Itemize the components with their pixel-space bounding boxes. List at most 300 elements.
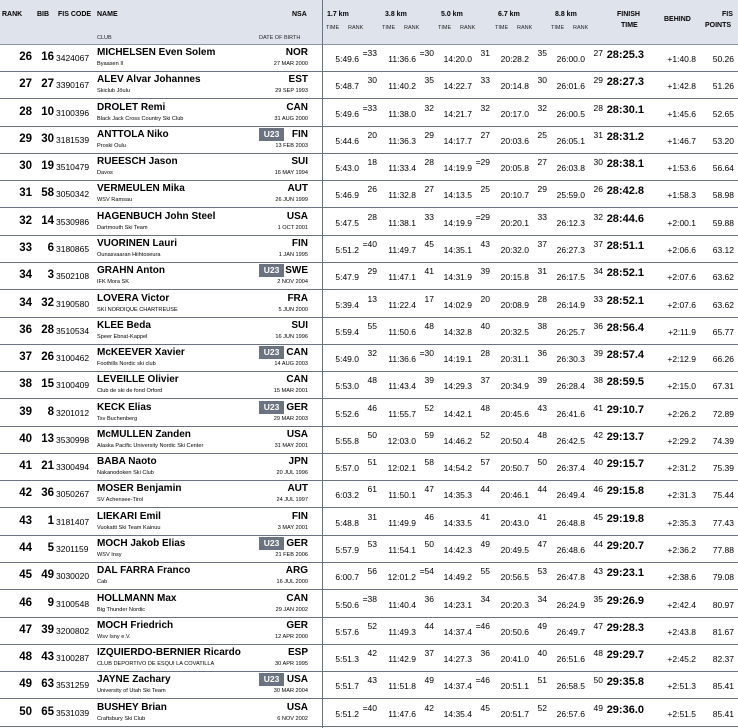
- split-3-time: 14:27.3: [443, 654, 472, 665]
- athlete-name: BUSHEY Brian: [97, 701, 167, 713]
- split-2-time: 11:36.6: [388, 354, 416, 365]
- bib-cell: 10: [41, 105, 54, 118]
- split-5-rank: 40: [593, 457, 603, 468]
- split-1-rank: 55: [367, 320, 377, 331]
- nsa-code: FIN: [291, 510, 308, 522]
- fis-points: 52.65: [712, 108, 734, 119]
- club-name: Vuokatti Ski Team Kainuu: [97, 524, 161, 531]
- header-dob: DATE OF BIRTH: [259, 35, 301, 41]
- split-1-rank: 13: [367, 293, 377, 304]
- finish-time: 29:13.7: [606, 430, 644, 443]
- split-4-rank: 30: [537, 75, 547, 86]
- u23-badge: U23: [259, 128, 284, 141]
- bib-cell: 58: [41, 187, 54, 200]
- header-fis-code: FIS CODE: [58, 11, 92, 18]
- split-3-time: 14:19.1: [443, 354, 472, 365]
- rank-cell: 29: [19, 132, 32, 145]
- split-5-rank: 37: [593, 238, 603, 249]
- finish-time: 29:28.3: [606, 621, 644, 634]
- header-bib: BIB: [37, 11, 50, 18]
- behind-time: +1:40.8: [667, 54, 696, 64]
- athlete-name: MOCH Friedrich: [97, 619, 174, 631]
- split-3-time: 14:19.9: [443, 163, 472, 174]
- header-nsa: NSA: [292, 11, 307, 18]
- split-1-rank: =33: [362, 102, 377, 113]
- header-split-4: 6.7 km: [498, 11, 520, 18]
- table-row: [0, 644, 738, 672]
- nsa-code: SWE: [285, 265, 308, 277]
- split-3-rank: 39: [480, 266, 490, 277]
- club-name: Dartmouth Ski Team: [97, 224, 148, 231]
- athlete-name: KECK Elias: [97, 401, 152, 413]
- split-2-rank: =30: [419, 348, 434, 359]
- split-2-rank: 32: [424, 102, 434, 113]
- split-2-time: 11:54.1: [388, 545, 416, 556]
- finish-time: 28:31.2: [606, 130, 644, 143]
- date-of-birth: 29 JAN 2002: [275, 606, 308, 613]
- split-5-rank: 28: [593, 102, 603, 113]
- fis-points: 81.67: [712, 626, 734, 637]
- split-3-rank: =46: [475, 675, 490, 686]
- split-2-time: 11:49.9: [388, 517, 416, 528]
- fis-points: 66.26: [712, 354, 734, 365]
- split-1-time: 5:51.3: [335, 654, 359, 665]
- split-2-rank: 48: [424, 320, 434, 331]
- rank-cell: 32: [19, 214, 32, 227]
- finish-time: 28:38.1: [606, 158, 644, 171]
- split-4-time: 20:20.3: [500, 599, 529, 610]
- split-4-time: 20:10.7: [500, 190, 529, 201]
- split-3-rank: =29: [475, 211, 490, 222]
- split-3-rank: 43: [480, 238, 490, 249]
- split-2-rank: =30: [419, 48, 434, 58]
- split-4-time: 20:34.9: [500, 381, 529, 392]
- athlete-name: McMULLEN Zanden: [97, 428, 191, 440]
- behind-time: +2:12.9: [667, 354, 696, 365]
- split-4-rank: 40: [537, 648, 547, 659]
- split-3-time: 14:35.3: [443, 490, 472, 501]
- rank-cell: 50: [19, 705, 32, 718]
- nsa-code: EST: [288, 74, 308, 86]
- finish-time: 28:44.6: [606, 212, 644, 225]
- date-of-birth: 13 FEB 2003: [275, 142, 308, 149]
- split-3-time: 14:19.9: [443, 217, 472, 228]
- club-name: Ounasvaaran Hiihtoseura: [97, 251, 161, 258]
- date-of-birth: 14 AUG 2003: [274, 361, 308, 368]
- club-name: Alaska Pacific University Nordic Ski Center: [97, 442, 204, 449]
- behind-time: +1:45.6: [667, 108, 696, 119]
- club-name: Cab: [97, 579, 108, 586]
- split-2-rank: 27: [424, 184, 434, 195]
- split-3-rank: 49: [480, 539, 490, 550]
- rank-cell: 27: [19, 78, 32, 91]
- split-5-time: 26:47.8: [556, 572, 585, 583]
- nsa-code: JPN: [288, 456, 308, 468]
- split-4-time: 20:46.1: [500, 490, 529, 501]
- finish-time: 29:35.8: [606, 676, 644, 689]
- split-2-rank: 39: [424, 375, 434, 386]
- split-5-time: 26:30.3: [556, 354, 585, 365]
- header-club: CLUB: [97, 35, 112, 41]
- split-4-rank: 27: [537, 157, 547, 168]
- behind-time: +1:42.8: [667, 81, 696, 92]
- finish-time: 28:56.4: [606, 321, 644, 334]
- split-4-rank: 50: [537, 457, 547, 468]
- split-5-rank: 26: [593, 184, 603, 195]
- split-4-rank: 37: [537, 238, 547, 249]
- rank-cell: 41: [19, 460, 32, 473]
- header-split-2: 3.8 km: [385, 11, 407, 18]
- table-row: [0, 371, 738, 399]
- bib-cell: 30: [41, 132, 54, 145]
- fis-code-cell: 3100548: [56, 598, 90, 609]
- split-2-time: 11:47.6: [388, 708, 416, 719]
- split-3-rank: 32: [480, 102, 490, 113]
- split-5-time: 26:49.4: [556, 490, 585, 501]
- split-1-time: 5:47.5: [335, 217, 359, 228]
- date-of-birth: 26 JUN 1999: [275, 197, 308, 204]
- fis-code-cell: 3530986: [56, 216, 90, 227]
- rank-cell: 36: [19, 323, 32, 336]
- header-split-1-rank: RANK: [348, 25, 364, 31]
- table-row: [0, 180, 738, 208]
- fis-code-cell: 3100409: [56, 380, 90, 391]
- split-1-rank: =38: [362, 593, 377, 604]
- fis-code-cell: 3424067: [56, 53, 90, 63]
- athlete-name: KLEE Beda: [97, 319, 151, 331]
- club-name: Davos: [97, 170, 113, 177]
- split-4-time: 20:45.6: [500, 408, 529, 419]
- table-row: [0, 235, 738, 263]
- behind-time: +2:31.2: [667, 463, 696, 474]
- header-rank: RANK: [2, 11, 23, 18]
- behind-time: +2:35.3: [667, 517, 696, 528]
- header-split-3-rank: RANK: [460, 25, 476, 31]
- split-1-rank: 46: [367, 402, 377, 413]
- split-2-time: 11:38.1: [388, 217, 416, 228]
- behind-time: +2:51.3: [667, 681, 696, 692]
- split-3-rank: 57: [480, 457, 490, 468]
- split-4-rank: 44: [537, 484, 547, 495]
- split-2-time: 12:03.0: [387, 435, 416, 446]
- split-1-time: 6:03.2: [335, 490, 359, 501]
- bib-cell: 27: [41, 78, 54, 91]
- club-name: CLUB DEPORTIVO DE ESQUI LA COVATILLA: [97, 661, 215, 668]
- split-5-rank: 32: [593, 211, 603, 222]
- split-4-time: 20:51.1: [500, 681, 529, 692]
- split-1-rank: 43: [367, 675, 377, 686]
- bib-cell: 5: [47, 542, 54, 555]
- fis-code-cell: 3100287: [56, 653, 90, 664]
- split-1-rank: 50: [367, 429, 377, 440]
- date-of-birth: 16 MAY 1994: [274, 170, 308, 177]
- split-5-rank: 36: [593, 320, 603, 331]
- date-of-birth: 15 MAR 2001: [273, 388, 308, 395]
- split-2-rank: 49: [424, 675, 434, 686]
- date-of-birth: 3 MAY 2001: [277, 524, 308, 531]
- split-4-time: 20:14.8: [500, 81, 529, 92]
- split-4-rank: 28: [537, 293, 547, 304]
- split-5-time: 26:28.4: [556, 381, 585, 392]
- fis-code-cell: 3510479: [56, 162, 90, 173]
- nsa-code: FIN: [291, 237, 308, 249]
- split-1-rank: =40: [362, 238, 377, 249]
- table-row: [0, 317, 738, 345]
- rank-cell: 30: [19, 160, 32, 173]
- fis-points: 75.44: [712, 490, 734, 501]
- rank-cell: 49: [19, 678, 32, 691]
- fis-points: 82.37: [712, 654, 734, 665]
- club-name: Big Thunder Nordic: [97, 606, 146, 613]
- split-5-rank: 48: [593, 648, 603, 659]
- split-1-time: 5:57.9: [335, 545, 359, 556]
- rank-cell: 26: [19, 51, 32, 63]
- split-2-time: 11:42.9: [388, 654, 416, 665]
- split-4-time: 20:50.6: [500, 626, 529, 637]
- split-1-rank: 32: [367, 348, 377, 359]
- table-row: [0, 508, 738, 536]
- split-5-time: 26:51.6: [556, 654, 585, 665]
- header-fis-points-line2: POINTS: [705, 22, 732, 29]
- header-split-4-time: TIME: [495, 25, 509, 31]
- finish-time: 29:15.7: [606, 458, 644, 471]
- split-5-time: 26:58.5: [556, 681, 585, 692]
- table-row: [0, 71, 738, 99]
- bib-cell: 63: [41, 678, 54, 691]
- table-row: [0, 562, 738, 590]
- split-5-rank: 27: [593, 48, 603, 58]
- date-of-birth: 16 JUL 2000: [276, 579, 308, 586]
- behind-time: +1:53.6: [667, 163, 696, 174]
- club-name: Nakanodoken Ski Club: [97, 470, 154, 477]
- finish-time: 29:10.7: [606, 403, 644, 416]
- split-4-rank: 47: [537, 539, 547, 550]
- split-5-rank: 47: [593, 620, 603, 631]
- fis-code-cell: 3530998: [56, 434, 90, 445]
- split-1-rank: 31: [367, 511, 377, 522]
- u23-badge: U23: [259, 673, 284, 686]
- split-1-rank: =33: [362, 48, 377, 58]
- split-1-rank: 48: [367, 375, 377, 386]
- athlete-name: MOCH Jakob Elias: [97, 538, 186, 550]
- split-2-time: 11:47.1: [388, 272, 416, 283]
- finish-time: 29:36.0: [606, 703, 644, 716]
- date-of-birth: 16 JUN 1996: [275, 333, 308, 340]
- date-of-birth: 31 AUG 2000: [274, 115, 308, 122]
- split-1-rank: 30: [367, 75, 377, 86]
- split-3-time: 14:42.3: [443, 545, 472, 556]
- nsa-code: AUT: [287, 483, 308, 495]
- split-3-rank: 34: [480, 593, 490, 604]
- fis-points: 63.12: [712, 244, 734, 255]
- club-name: Club de ski de fond Orford: [97, 388, 163, 395]
- club-name: SKI NORDIQUE CHARTREUSE: [97, 306, 178, 313]
- split-2-time: 11:50.6: [388, 326, 416, 337]
- split-4-rank: 49: [537, 620, 547, 631]
- split-5-rank: 44: [593, 539, 603, 550]
- date-of-birth: 6 NOV 2002: [277, 715, 308, 722]
- split-2-time: 11:43.4: [388, 381, 416, 392]
- split-5-time: 26:42.5: [556, 435, 585, 446]
- split-5-time: 26:05.1: [556, 135, 585, 146]
- bib-cell: 32: [41, 296, 54, 309]
- fis-code-cell: 3300494: [56, 462, 90, 473]
- split-5-rank: 45: [593, 511, 603, 522]
- table-row: [0, 126, 738, 154]
- rank-cell: 37: [19, 351, 32, 364]
- split-5-rank: 49: [593, 702, 603, 713]
- split-1-time: 5:57.6: [335, 626, 359, 637]
- finish-time: 29:15.8: [606, 485, 644, 498]
- split-2-time: 11:55.7: [388, 408, 416, 419]
- nsa-code: CAN: [286, 374, 308, 386]
- split-3-rank: 28: [480, 348, 490, 359]
- split-4-time: 20:49.5: [500, 545, 529, 556]
- split-4-rank: 25: [537, 129, 547, 140]
- split-1-time: 5:59.4: [335, 326, 359, 337]
- split-3-time: 14:13.5: [443, 190, 472, 201]
- split-2-time: 11:22.4: [388, 299, 416, 310]
- rank-cell: 28: [19, 105, 32, 118]
- behind-time: +2:42.4: [667, 599, 696, 610]
- split-4-rank: 41: [537, 511, 547, 522]
- date-of-birth: 1 OCT 2001: [277, 224, 308, 231]
- fis-code-cell: 3531259: [56, 680, 90, 691]
- fis-points: 85.41: [712, 708, 734, 719]
- split-5-rank: 35: [593, 593, 603, 604]
- date-of-birth: 29 MAR 2003: [273, 415, 308, 422]
- club-name: University of Utah Ski Team: [97, 688, 166, 695]
- split-4-time: 20:50.7: [500, 463, 529, 474]
- nsa-code: SUI: [291, 319, 308, 331]
- split-5-rank: 39: [593, 348, 603, 359]
- club-name: Craftsbury Ski Club: [97, 715, 146, 722]
- split-2-time: 12:01.2: [387, 572, 416, 583]
- split-4-rank: 51: [537, 675, 547, 686]
- date-of-birth: 1 JAN 1995: [278, 251, 308, 258]
- split-5-time: 26:00.0: [556, 54, 585, 64]
- finish-time: 29:20.7: [606, 540, 644, 553]
- split-3-time: 14:37.4: [443, 681, 472, 692]
- split-3-rank: =29: [475, 157, 490, 168]
- split-1-time: 5:50.6: [335, 599, 359, 610]
- fis-code-cell: 3100396: [56, 107, 90, 118]
- table-row: [0, 453, 738, 481]
- nsa-code: USA: [286, 674, 308, 686]
- table-row: [0, 399, 738, 427]
- split-1-time: 5:51.7: [335, 681, 359, 692]
- split-1-rank: 29: [367, 266, 377, 277]
- nsa-code: CAN: [286, 347, 308, 359]
- split-5-rank: 33: [593, 293, 603, 304]
- fis-points: 63.62: [712, 272, 734, 283]
- behind-time: +2:51.5: [667, 708, 696, 719]
- behind-time: +2:15.0: [667, 381, 696, 392]
- split-5-time: 26:12.3: [556, 217, 585, 228]
- rank-cell: 42: [19, 487, 32, 500]
- split-1-time: 5:57.0: [335, 463, 359, 474]
- bib-cell: 39: [41, 623, 54, 636]
- date-of-birth: 5 JUN 2000: [278, 306, 308, 313]
- club-name: Skiclub Jõulu: [97, 88, 130, 95]
- split-4-time: 20:43.0: [500, 517, 529, 528]
- split-4-rank: 33: [537, 211, 547, 222]
- athlete-name: ALEV Alvar Johannes: [97, 74, 201, 86]
- bib-cell: 15: [41, 378, 54, 391]
- u23-badge: U23: [259, 401, 284, 414]
- split-3-time: 14:33.5: [443, 517, 472, 528]
- nsa-code: CAN: [286, 592, 308, 604]
- header-fis-points-line1: FIS: [722, 11, 733, 18]
- nsa-code: CAN: [286, 101, 308, 113]
- bib-cell: 8: [47, 405, 54, 418]
- fis-points: 75.39: [712, 463, 734, 474]
- split-1-time: 5:51.2: [335, 244, 359, 255]
- table-row: [0, 590, 738, 618]
- behind-time: +2:45.2: [667, 654, 696, 665]
- header-name: NAME: [97, 11, 118, 18]
- bib-cell: 13: [41, 432, 54, 445]
- behind-time: +2:11.9: [668, 326, 696, 337]
- split-4-rank: 29: [537, 184, 547, 195]
- table-row: [0, 480, 738, 508]
- behind-time: +2:38.6: [667, 572, 696, 583]
- split-2-time: 11:38.0: [388, 108, 416, 119]
- split-2-rank: 47: [424, 484, 434, 495]
- header-split-5-time: TIME: [551, 25, 565, 31]
- finish-time: 29:23.1: [606, 567, 644, 580]
- split-4-rank: 34: [537, 593, 547, 604]
- split-1-rank: 61: [367, 484, 377, 495]
- split-5-rank: 29: [593, 75, 603, 86]
- athlete-name: BABA Naoto: [97, 456, 157, 468]
- split-2-rank: 37: [424, 648, 434, 659]
- split-3-rank: 52: [480, 429, 490, 440]
- split-2-rank: 44: [424, 620, 434, 631]
- athlete-name: VUORINEN Lauri: [97, 237, 178, 249]
- split-5-time: 26:49.7: [556, 626, 585, 637]
- split-4-rank: 39: [537, 375, 547, 386]
- split-2-rank: 46: [424, 511, 434, 522]
- athlete-name: HAGENBUCH John Steel: [97, 210, 216, 222]
- split-2-rank: 42: [424, 702, 434, 713]
- date-of-birth: 27 MAR 2000: [273, 61, 308, 67]
- split-5-time: 26:27.3: [556, 244, 585, 255]
- split-5-time: 26:17.5: [556, 272, 585, 283]
- split-4-rank: 43: [537, 402, 547, 413]
- athlete-name: ANTTOLA Niko: [97, 128, 169, 140]
- athlete-name: DROLET Remi: [97, 101, 166, 113]
- club-name: WSV Ramsau: [97, 197, 133, 204]
- nsa-code: USA: [286, 428, 308, 440]
- athlete-name: RUEESCH Jason: [97, 156, 178, 168]
- split-5-rank: 50: [593, 675, 603, 686]
- rank-cell: 46: [19, 596, 32, 609]
- split-2-time: 11:36.3: [388, 135, 416, 146]
- split-5-time: 26:48.6: [556, 545, 585, 556]
- nsa-code: NOR: [285, 47, 308, 58]
- split-2-time: 11:40.2: [388, 81, 416, 92]
- split-1-rank: 26: [367, 184, 377, 195]
- split-5-time: 26:00.5: [556, 108, 585, 119]
- athlete-name: McKEEVER Xavier: [97, 347, 185, 359]
- fis-points: 53.20: [712, 135, 734, 146]
- behind-time: +2:36.2: [667, 545, 696, 556]
- rank-cell: 38: [19, 378, 32, 391]
- split-2-time: 11:36.6: [388, 54, 416, 64]
- split-1-rank: 18: [367, 157, 377, 168]
- split-2-rank: 58: [424, 457, 434, 468]
